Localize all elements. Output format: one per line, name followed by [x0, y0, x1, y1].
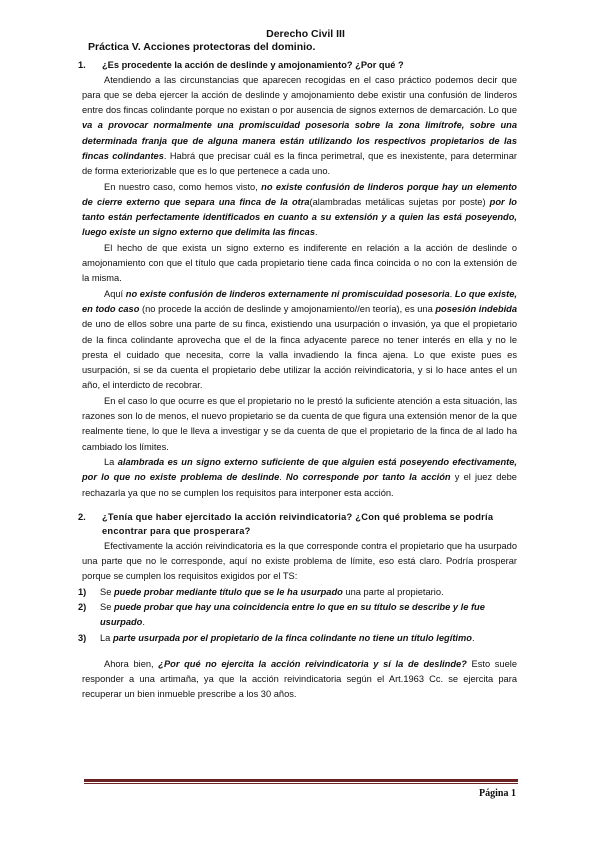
- list-item: [78, 631, 517, 646]
- page-number: Página 1: [479, 788, 516, 799]
- section-2-paragraph-1: Efectivamente la acción reivindicatoria es la que corresponde contra el propietario que ha usurpado una parte que no le corresponde, aquí no existe problema de límite, eso está claro. Podría prosperar porque se cumplen los requisitos exigidos por el TS:: [82, 540, 517, 582]
- text-run: .: [279, 472, 287, 483]
- text-run: Se: [100, 586, 114, 597]
- emphasis-run: puede probar que hay una coincidencia entre lo que en su título se describe y le fue usurpado: [100, 602, 485, 628]
- text-run: .: [471, 632, 475, 643]
- text-run: (no procede la acción de deslinde y amojonamiento//en teoría), es una: [139, 303, 436, 314]
- emphasis-run: por lo tanto están perfectamente identificados en cuanto a su extensión y a quien las está poseyendo, luego existe un signo externo que delimita las fincas: [82, 196, 517, 238]
- list-item-number: 2): [78, 602, 87, 612]
- practice-title: Práctica V. Acciones protectoras del dominio.: [88, 41, 316, 53]
- emphasis-run: puede probar mediante título que se le ha usurpado: [113, 586, 343, 597]
- list-item-text: [100, 631, 517, 646]
- list-item: [78, 585, 517, 600]
- text-run: Se: [100, 602, 114, 612]
- emphasis-run: ¿Por qué no ejercita la acción reivindicatoria y sí la de deslinde?: [158, 658, 467, 669]
- section-1-paragraph-1: [82, 73, 517, 180]
- question-1-heading: [78, 58, 517, 73]
- emphasis-run: va a provocar normalmente una promiscuidad posesoria sobre la zona limítrofe, sobre una determinada franja que de alguna manera están utilizando los respectivos propietarios de las fincas colindantes: [82, 120, 517, 161]
- emphasis-run: no existe confusión de linderos externamente ni promiscuidad posesoria: [125, 288, 450, 299]
- text-run: y el juez debe rechazarla ya que no se cumplen los requisitos para interponer esta acción.: [82, 472, 517, 498]
- text-run: La: [104, 456, 118, 467]
- text-run: .: [142, 617, 145, 628]
- emphasis-run: Lo que existe, en todo caso: [82, 288, 518, 314]
- course-title: Derecho Civil III: [266, 28, 345, 40]
- text-run: En nuestro caso, como hemos visto,: [104, 181, 262, 192]
- list-item: [78, 600, 517, 631]
- emphasis-run: no existe confusión de linderos porque hay un elemento de cierre externo que separa una finca de la otra: [82, 181, 517, 207]
- emphasis-run: No corresponde por tanto la acción: [286, 472, 451, 483]
- section-2-paragraph-2: [82, 657, 517, 703]
- section-1-paragraph-6: [82, 455, 517, 501]
- text-run: Esto suele responder a una artimaña, ya que la acción reivindicatoria según el Art.1963 Cc. se ejercita para recuperar un bien inmueble prescribe a los 30 años.: [82, 658, 518, 700]
- section-1-paragraph-2: [82, 180, 517, 241]
- page-content: [78, 28, 518, 703]
- text-run: Aquí: [104, 288, 126, 299]
- emphasis-run: posesión indebida: [435, 303, 518, 314]
- list-item-text: [100, 585, 517, 600]
- text-run: .: [315, 227, 318, 238]
- text-run: La: [100, 632, 113, 643]
- emphasis-run: parte usurpada por el propietario de la finca colindante no tiene un título legítimo: [112, 632, 472, 643]
- text-run: .: [449, 288, 455, 299]
- footer-divider: [84, 779, 518, 782]
- question-2-text: ¿Tenía que haber ejercitado la acción reivindicatoria? ¿Con qué problema se podría encontrar para que prosperara?: [102, 511, 494, 537]
- section-1-paragraph-3: El hecho de que exista un signo externo es indiferente en relación a la acción de deslinde o amojonamiento con que el título que cada propietario tiene cada finca coincida o no con la extensión de la misma.: [82, 242, 517, 284]
- question-1-text: ¿Es procedente la acción de deslinde y amojonamiento? ¿Por qué ?: [102, 60, 404, 70]
- section-1-paragraph-4: [82, 287, 517, 394]
- list-item-number: 1): [78, 586, 87, 597]
- question-2-number: 2.: [78, 511, 86, 522]
- text-run: de uno de ellos sobre una parte de su finca, existiendo una usurpación o invasión, ya que el propietario de la finca colindante aprovecha que el de la finca adyacente parece no tener interés en ella y no le presta el cuidado que necesita, corre la valla invadiendo la finca ajena. Lo que existe pues es usurpación, si se da cuenta el propietario debe utilizar la acción reivindicatoria, y si lo hace antes el un año, el interdicto de recobrar.: [82, 319, 517, 391]
- list-item-number: 3): [78, 632, 87, 643]
- section-1-paragraph-5: En el caso lo que ocurre es que el propietario no le prestó la suficiente atención a esta situación, las razones son lo de menos, el nuevo propietario se da cuenta de que figura una extensión menor de la que realmente tiene, lo que le lleva a investigar y se da cuenta de que el propietario de la finca de al lado ha cambiado los límites.: [82, 395, 517, 452]
- text-run: Ahora bien,: [104, 658, 159, 669]
- question-1-number: 1.: [78, 60, 86, 70]
- question-2-heading: [78, 510, 517, 539]
- emphasis-run: alambrada es un signo externo suficiente de que alguien está poseyendo efectivamente, por lo que no existe problema de deslinde: [82, 456, 517, 483]
- text-run: Atendiendo a las circunstancias que aparecen recogidas en el caso práctico podemos decir que para que se deba ejercer la acción de deslinde y amojonamiento debe existir una confusión de linderos entre dos fincas colindante porque no existan o por ausencia de signos externos de demarcación. Lo que: [82, 74, 517, 116]
- text-run: . Habrá que precisar cuál es la finca perimetral, que es inexistente, para determinar de forma exteriorizable que es lo que pertenece a cada uno.: [82, 150, 517, 177]
- list-item-text: [100, 600, 517, 631]
- text-run: (alambradas metálicas sujetas por poste): [309, 196, 490, 207]
- text-run: una parte al propietario.: [342, 586, 444, 597]
